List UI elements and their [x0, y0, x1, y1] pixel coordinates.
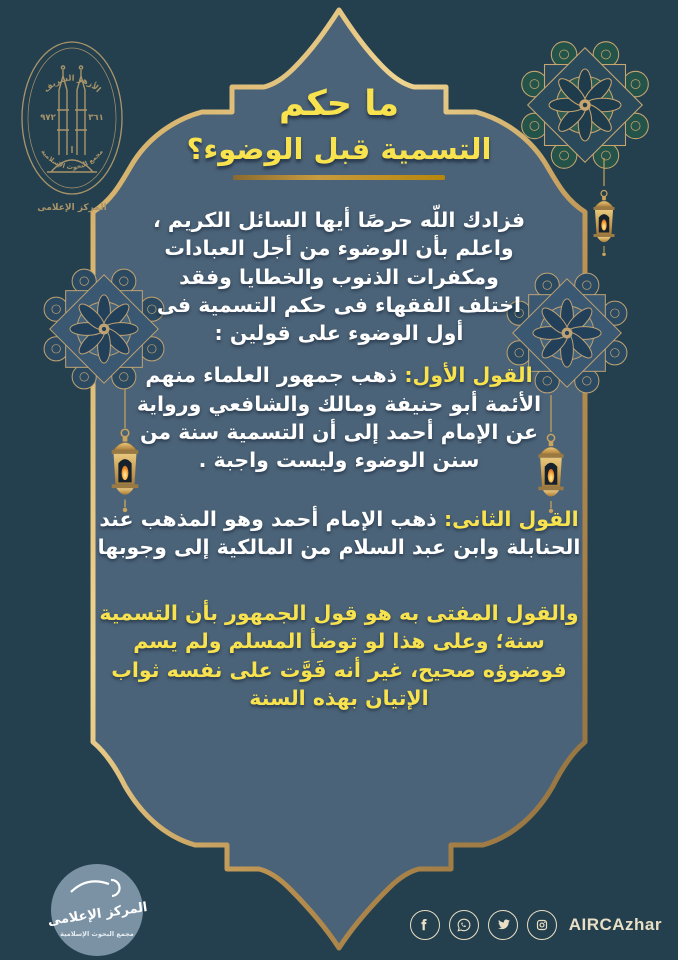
page-title-line2: التسمية قبل الوضوء؟ [186, 132, 492, 166]
twitter-icon[interactable] [488, 910, 518, 940]
opinion1-text: ذهب جمهور العلماء منهم الأئمة أبو حنيفة ومالك والشافعي ورواية عن الإمام أحمد إلى أن التسمية سنة من سنن الوضوء وليست واجبة . [136, 363, 542, 473]
emblem-year-hijri: ٣٦١ [88, 113, 104, 123]
watermark-subtitle: مجمع البحوث الإسلامية [60, 930, 134, 938]
title-underline [233, 175, 445, 180]
opinion2-label: القول الثانى: [443, 506, 579, 531]
social-bar [410, 910, 662, 940]
emblem-year-gregorian: ٩٧٢ [40, 113, 56, 123]
emblem-media-center-text: المركز الإعلامى [37, 203, 107, 213]
intro-paragraph: فزادك اللّه حرصًا أيها السائل الكريم ، واعلم بأن الوضوء من أجل العبادات ومكفرات الذنوب والخطايا وفقد اختلف الفقهاء فى حكم التسمية فى أول الوضوء على قولين : [152, 208, 526, 346]
emblem-academy-text: مجمع البحوث الإسلامية [39, 147, 105, 172]
lantern-icon-top-right [594, 158, 615, 256]
emblem-top-text: الأزهر الشريف [41, 73, 103, 95]
fatwa-paragraph: والقول المفتى به هو قول الجمهور بأن التسمية سنة؛ وعلى هذا لو توضأ المسلم ولم يسم فوضوؤه صحيح، غير أنه فَوَّت على نفسه ثواب الإتيان بهذه السنة [99, 601, 579, 710]
instagram-icon[interactable] [527, 910, 557, 940]
page-title-line1: ما حكم [278, 84, 400, 124]
facebook-icon[interactable] [410, 910, 440, 940]
whatsapp-icon[interactable] [449, 910, 479, 940]
media-center-watermark [47, 864, 149, 956]
opinion1-paragraph [124, 361, 554, 474]
opinion1-label: القول الأول: [404, 363, 533, 388]
watermark-title: المركز الإعلامى [46, 900, 149, 929]
social-handle[interactable]: AIRCAzhar [568, 915, 662, 934]
opinion2-paragraph [94, 505, 584, 562]
content-column [94, 84, 584, 712]
opinion2-text: ذهب الإمام أحمد وهو المذهب عند الحنابلة وابن عبد السلام من المالكية إلى وجوبها [97, 506, 581, 559]
